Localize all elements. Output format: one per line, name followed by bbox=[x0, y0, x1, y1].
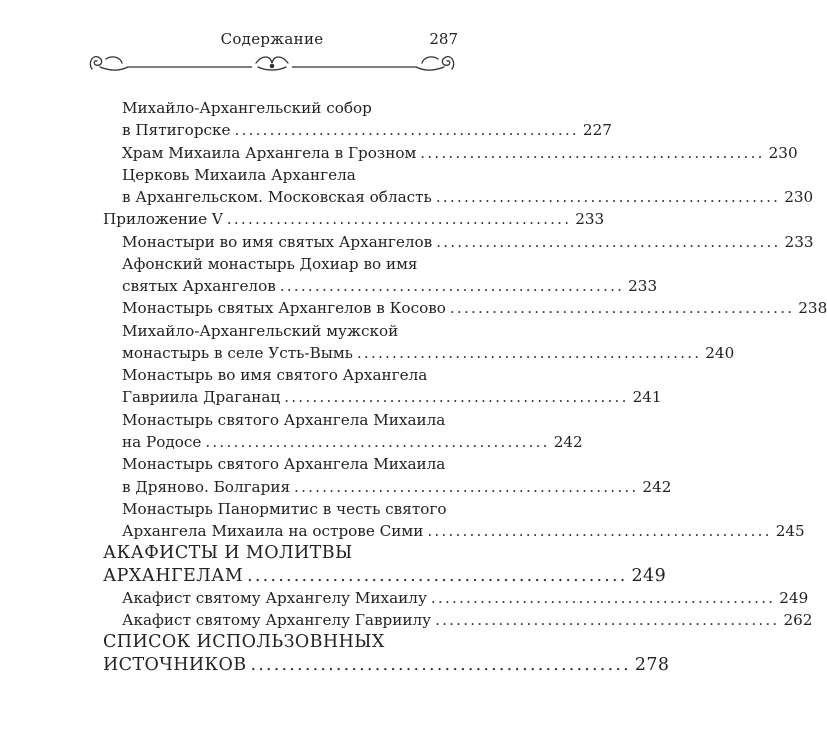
toc-line bbox=[103, 654, 670, 676]
toc-page-number: 227 bbox=[582, 121, 612, 139]
toc-line bbox=[103, 208, 605, 230]
toc-line bbox=[122, 609, 813, 631]
toc-page-number: 249 bbox=[631, 566, 667, 586]
toc-entry-text: Акафист святому Архангелу Гавриилу bbox=[122, 611, 432, 629]
toc-page-number: 249 bbox=[779, 589, 809, 607]
toc-line bbox=[103, 542, 466, 564]
toc-page-number: 240 bbox=[705, 344, 735, 362]
toc-line bbox=[103, 631, 466, 653]
toc-line bbox=[122, 453, 466, 475]
toc-page-number: 278 bbox=[634, 655, 670, 675]
toc-line bbox=[122, 476, 672, 498]
toc-page-number: 233 bbox=[628, 277, 658, 295]
leader-dots: ................................................. bbox=[449, 299, 795, 317]
toc-entry-text: АРХАНГЕЛАМ bbox=[103, 566, 244, 586]
toc-line bbox=[122, 231, 814, 253]
toc-line bbox=[103, 565, 667, 587]
toc-line bbox=[122, 342, 735, 364]
toc-entry-text: Церковь Михаила Архангела bbox=[122, 166, 356, 184]
toc-entry-text: ИСТОЧНИКОВ bbox=[103, 655, 247, 675]
toc-page-number: 233 bbox=[575, 210, 605, 228]
leader-dots: ................................................. bbox=[356, 344, 702, 362]
toc-line bbox=[122, 142, 798, 164]
toc-entry-text: на Родосе bbox=[122, 433, 202, 451]
toc-entry-text: Михайло-Архангельский собор bbox=[122, 99, 372, 117]
leader-dots: ................................................. bbox=[436, 233, 781, 251]
toc-line bbox=[122, 520, 805, 542]
toc-entry-text: Акафист святому Архангелу Михаилу bbox=[122, 589, 427, 607]
toc-entry-text: АКАФИСТЫ И МОЛИТВЫ bbox=[103, 543, 353, 563]
toc-entry-text: святых Архангелов bbox=[122, 277, 276, 295]
toc-page-number: 242 bbox=[553, 433, 583, 451]
toc-entry-text: Монастырь святого Архангела Михаила bbox=[122, 455, 446, 473]
toc-page-number: 241 bbox=[632, 388, 662, 406]
toc-page-number: 245 bbox=[775, 522, 805, 540]
toc-entry-text: Михайло-Архангельский мужской bbox=[122, 322, 399, 340]
toc-line bbox=[122, 119, 612, 141]
toc-page-number: 242 bbox=[642, 478, 672, 496]
toc-entry-text: Монастырь Панормитис в честь святого bbox=[122, 500, 447, 518]
leader-dots: ................................................. bbox=[294, 478, 639, 496]
toc-entry-text: в Архангельском. Московская область bbox=[122, 188, 432, 206]
toc-line bbox=[122, 431, 583, 453]
toc-page-number: 230 bbox=[768, 144, 798, 162]
toc-line bbox=[122, 253, 466, 275]
toc-line bbox=[122, 164, 466, 186]
toc-line bbox=[122, 320, 466, 342]
toc-entry-text: Монастырь святых Архангелов в Косово bbox=[122, 299, 446, 317]
toc-entry-text: в Дряново. Болгария bbox=[122, 478, 291, 496]
toc-page-number: 233 bbox=[784, 233, 814, 251]
toc-entry-text: Приложение V bbox=[103, 210, 223, 228]
leader-dots: ................................................. bbox=[205, 433, 550, 451]
leader-dots: ................................................. bbox=[247, 566, 628, 586]
toc-entry-text: Гавриила Драганац bbox=[122, 388, 281, 406]
toc-entry-text: Монастырь святого Архангела Михаила bbox=[122, 411, 446, 429]
toc-line bbox=[122, 97, 466, 119]
toc-line bbox=[122, 498, 466, 520]
toc-entry-text: Архангела Михаила на острове Сими bbox=[122, 522, 424, 540]
toc-entry-text: Храм Михаила Архангела в Грозном bbox=[122, 144, 417, 162]
leader-dots: ................................................. bbox=[420, 144, 765, 162]
leader-dots: ................................................. bbox=[226, 210, 572, 228]
toc-entry-text: Афонский монастырь Дохиар во имя bbox=[122, 255, 418, 273]
toc-entry-text: СПИСОК ИСПОЛЬЗОВННЫХ bbox=[103, 632, 385, 652]
toc-line bbox=[122, 409, 466, 431]
toc-page-number: 230 bbox=[784, 188, 814, 206]
leader-dots: ................................................. bbox=[430, 589, 776, 607]
toc-line bbox=[122, 275, 658, 297]
toc-page-number: 262 bbox=[783, 611, 813, 629]
leader-dots: ................................................. bbox=[234, 121, 579, 139]
leader-dots: ................................................. bbox=[435, 611, 780, 629]
toc-line bbox=[122, 186, 814, 208]
toc-entry-text: монастырь в селе Усть-Вымь bbox=[122, 344, 353, 362]
leader-dots: ................................................. bbox=[250, 655, 631, 675]
header-title: Содержание bbox=[220, 30, 324, 48]
header-page-number: 287 bbox=[429, 30, 458, 48]
toc-line bbox=[122, 364, 466, 386]
toc-line bbox=[122, 297, 827, 319]
leader-dots: ................................................. bbox=[427, 522, 772, 540]
toc-entry-text: в Пятигорске bbox=[122, 121, 231, 139]
leader-dots: ................................................. bbox=[279, 277, 625, 295]
toc-line bbox=[122, 587, 809, 609]
toc-line bbox=[122, 386, 662, 408]
toc-entry-text: Монастырь во имя святого Архангела bbox=[122, 366, 428, 384]
toc-page-number: 238 bbox=[798, 299, 827, 317]
toc-entry-text: Монастыри во имя святых Архангелов bbox=[122, 233, 433, 251]
leader-dots: ................................................. bbox=[284, 388, 629, 406]
leader-dots: ................................................. bbox=[435, 188, 781, 206]
